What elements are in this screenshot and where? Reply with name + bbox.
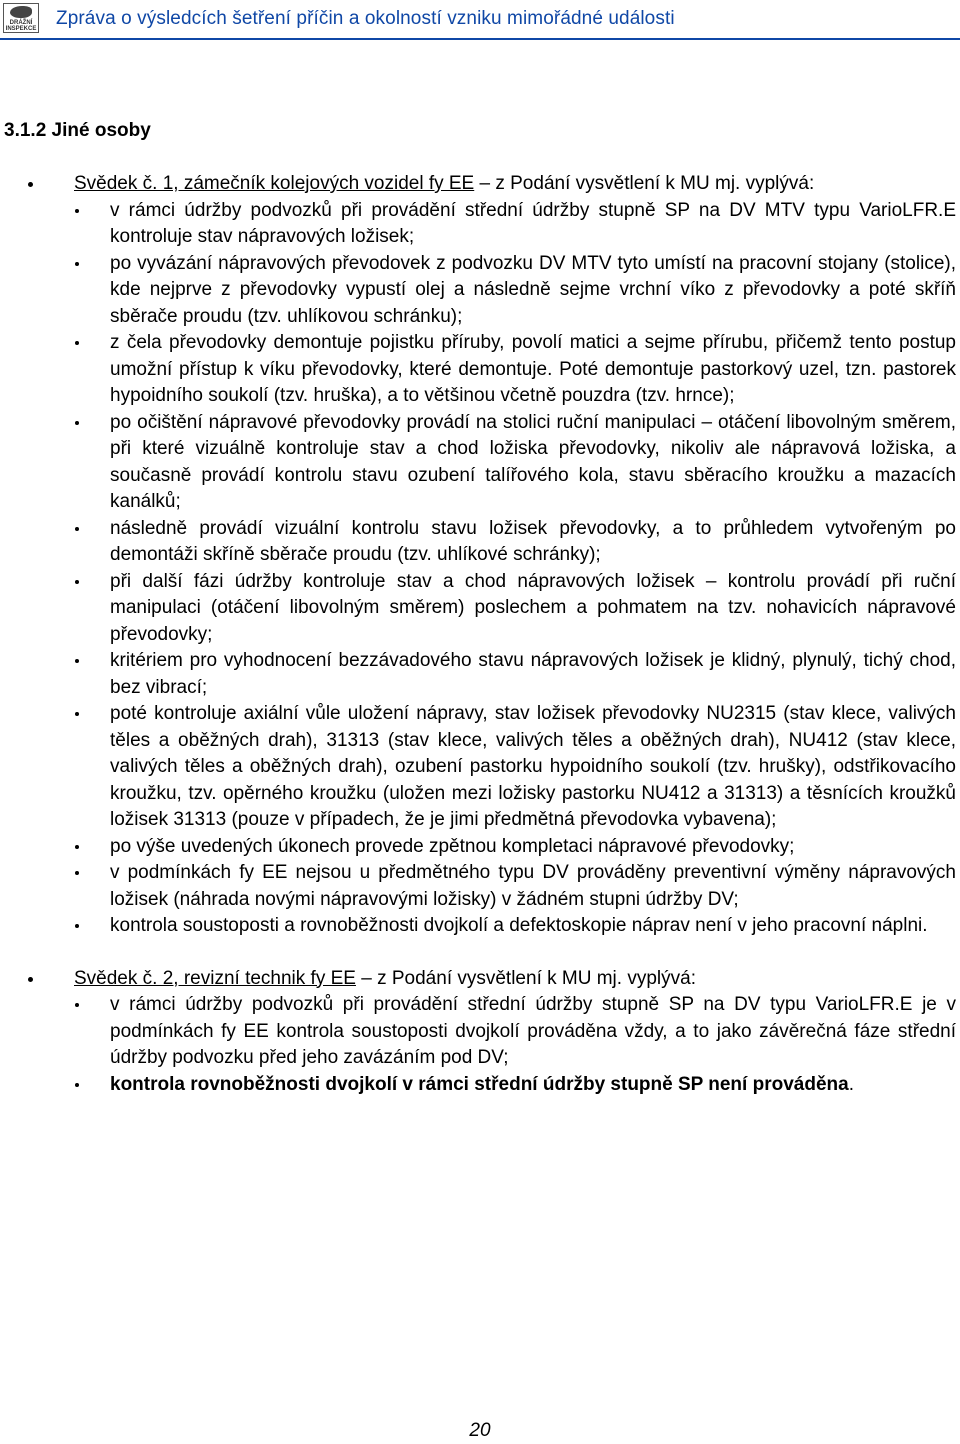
- witness-heading: [74, 966, 956, 993]
- witness-heading: [74, 171, 956, 198]
- bullet-icon: [75, 712, 79, 716]
- bullet-icon: [75, 1003, 79, 1007]
- bullet-icon: [75, 262, 79, 266]
- document-body: [0, 171, 960, 1098]
- witness-2: [0, 966, 960, 1099]
- bullet-icon: [75, 527, 79, 531]
- list-item: v podmínkách fy EE nejsou u předmětného typu DV prováděny preventivní výměny nápravových ložisek (náhrada novými nápravovými ložisky) v žádném stupni údržby DV;: [74, 860, 956, 913]
- list-item: poté kontroluje axiální vůle uložení nápravy, stav ložisek převodovky NU2315 (stav klece, valivých těles a oběžných drah), 31313 (stav klece, valivých těles a oběžných drah), NU412 (stav klece, valivých těles a oběžných drah), ozubení pastorku hypoidního soukolí (tzv. hrušky), odstřikovacího kroužku, tzv. opěrného kroužku (uložen mezi ložisky pastorku NU412 a 31313) a těsnících kroužků ložisek 31313 (pouze v případech, že je jimi předmětná převodovka vybavena);: [74, 701, 956, 834]
- logo-text-bottom: INSPEKCE: [5, 26, 37, 32]
- list-item: kontrola soustoposti a rovnoběžnosti dvojkolí a defektoskopie náprav není v jeho pracovní náplni.: [74, 913, 956, 940]
- bullet-icon: [28, 977, 33, 982]
- logo-text-top: DRÁŽNÍ: [9, 20, 33, 26]
- bullet-icon: [75, 421, 79, 425]
- spacer: [0, 940, 960, 966]
- witness-2-list: [74, 992, 956, 1098]
- witness-label: Svědek č. 1, zámečník kolejových vozidel fy EE: [74, 173, 475, 194]
- bullet-icon: [28, 182, 33, 187]
- list-item: z čela převodovky demontuje pojistku příruby, povolí matici a sejme přírubu, přičemž tento postup umožní přístup k víku převodovky, které demontuje. Poté demontuje pastorkový uzel, tzn. pastorek hypoidního soukolí (tzv. hruška), a to většinou včetně pouzdra (tzv. hrnce);: [74, 330, 956, 410]
- list-item: při další fázi údržby kontroluje stav a chod nápravových ložisek – kontrolu provádí při ruční manipulaci (otáčení libovolným směrem) poslechem a pohmatem na tzv. nohavicích nápravové převodovky;: [74, 569, 956, 649]
- bullet-icon: [75, 209, 79, 213]
- list-item: následně provádí vizuální kontrolu stavu ložisek převodovky, a to průhledem vytvořeným po demontáži skříně sběrače proudu (tzv. uhlíkové schránky);: [74, 516, 956, 569]
- page-number: 20: [469, 1420, 491, 1441]
- list-item: po očištění nápravové převodovky provádí na stolici ruční manipulaci – otáčení libovolným směrem, při které vizuálně kontroluje stav a chod ložiska převodovky, nikoliv ale nápravová ložiska, a současně provádí kontrolu stavu ozubení talířového kola, stavu sběracího kroužku a mazacích kanálků;: [74, 410, 956, 516]
- witness-label: Svědek č. 2, revizní technik fy EE: [74, 967, 356, 989]
- witness-1-list: [74, 198, 956, 940]
- page-header: [0, 0, 960, 40]
- bullet-icon: [75, 924, 79, 928]
- bullet-icon: [75, 845, 79, 849]
- list-item: v rámci údržby podvozků při provádění střední údržby stupně SP na DV typu VarioLFR.E je v podmínkách fy EE kontrola soustoposti dvojkolí prováděna vždy, a to jako závěrečná fáze střední údržby podvozku před jeho zavázáním pod DV;: [74, 992, 956, 1072]
- logo-emblem-icon: [10, 6, 32, 18]
- list-item: po vyvázání nápravových převodovek z podvozku DV MTV tyto umístí na pracovní stojany (stolice), kde nejprve z převodovky vypustí olej a následně sejme vrchní víko z převodovky a poté skříň sběrače proudu (tzv. uhlíkovou schránku);: [74, 251, 956, 331]
- drazni-inspekce-logo: [3, 3, 39, 33]
- list-item: kritériem pro vyhodnocení bezzávadového stavu nápravových ložisek je klidný, plynulý, tichý chod, bez vibrací;: [74, 648, 956, 701]
- header-title: Zpráva o výsledcích šetření příčin a okolností vzniku mimořádné události: [56, 8, 675, 29]
- header-divider: [0, 38, 960, 40]
- list-item: v rámci údržby podvozků při provádění střední údržby stupně SP na DV MTV typu VarioLFR.E kontroluje stav nápravových ložisek;: [74, 198, 956, 251]
- witness-1: [0, 171, 960, 940]
- bullet-icon: [75, 659, 79, 663]
- bullet-icon: [75, 580, 79, 584]
- bullet-icon: [75, 871, 79, 875]
- witness-intro: – z Podání vysvětlení k MU mj. vyplývá:: [474, 173, 815, 194]
- list-item: po výše uvedených úkonech provede zpětnou kompletaci nápravové převodovky;: [74, 834, 956, 861]
- list-item-bold: kontrola rovnoběžnosti dvojkolí v rámci střední údržby stupně SP není prováděna.: [74, 1072, 956, 1099]
- bullet-icon: [75, 1083, 79, 1087]
- section-heading: 3.1.2 Jiné osoby: [4, 120, 151, 141]
- bullet-icon: [75, 341, 79, 345]
- witness-intro: – z Podání vysvětlení k MU mj. vyplývá:: [355, 967, 696, 989]
